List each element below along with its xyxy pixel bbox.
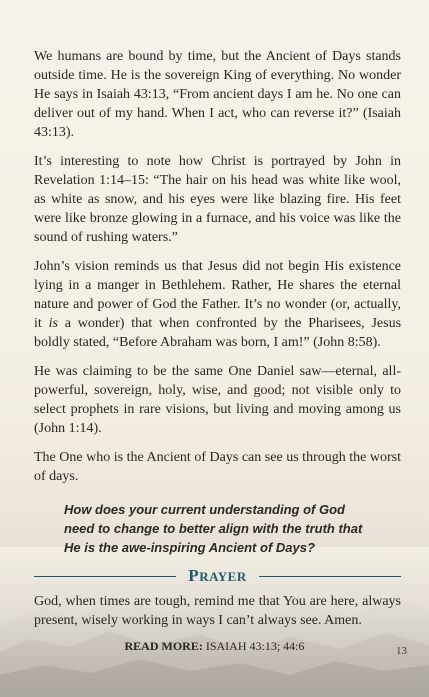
prayer-title-rest: RAYER xyxy=(199,569,247,584)
paragraph: John’s vision reminds us that Jesus did not begin His existence lying in a manger in Bethlehem. Rather, He shares the eternal nature and power of God the Father. It’s no wonder (or, actually, it is a wonder) that when confronted by the Pharisees, Jesus boldly stated, “Before Abraham was born, I am!” (John 8:58). xyxy=(34,259,402,350)
body-text xyxy=(34,47,401,557)
divider-left xyxy=(34,576,176,577)
paragraph: The One who is the Ancient of Days can see us through the worst of days. xyxy=(34,450,401,484)
paragraph: It’s interesting to note how Christ is portrayed by John in Revelation 1:14–15: “The hair on his head was white like wool, as white as snow, and his eyes were like blazing fire. His feet were like bronze glowing in a furnace, and his voice was like the sound of rushing waters.” xyxy=(34,154,401,245)
paragraph: We humans are bound by time, but the Ancient of Days stands outside time. He is the sovereign King of everything. No wonder He says in Isaiah 43:13, “From ancient days I am he. No one can deliver out of my hand. When I act, who can reverse it?” (Isaiah 43:13). xyxy=(34,49,401,140)
read-more xyxy=(0,639,429,654)
prayer-title-initial: P xyxy=(188,566,200,585)
paragraph: He was claiming to be the same One Daniel saw—eternal, all-powerful, sovereign, holy, wise, and good; not visible only to select prophets in rare visions, but living and moving among us (John 1:14). xyxy=(34,364,401,436)
page-number: 13 xyxy=(396,645,407,657)
reflection-question: How does your current understanding of God need to change to better align with the truth that He is the awe-inspiring Ancient of Days? xyxy=(64,502,363,555)
prayer-title xyxy=(188,566,246,586)
divider-right xyxy=(259,576,401,577)
read-more-label: READ MORE: xyxy=(124,639,203,653)
read-more-refs: ISAIAH 43:13; 44:6 xyxy=(205,639,305,653)
prayer-heading xyxy=(34,566,401,586)
prayer-text: God, when times are tough, remind me that You are here, always present, wisely working in ways I can’t always see. Amen. xyxy=(34,594,401,628)
